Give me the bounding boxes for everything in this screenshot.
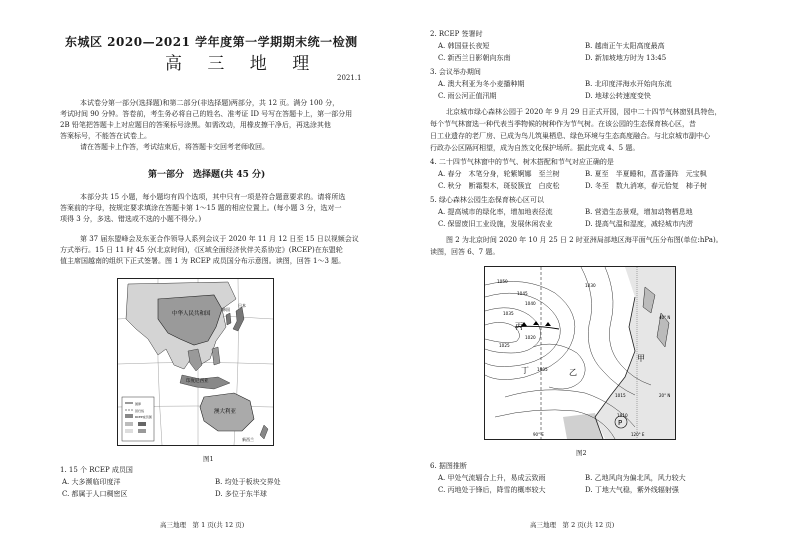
lat-20: 20° N [659, 393, 671, 398]
q1-stem: 1. 15 个 RCEP 成员国 [60, 466, 133, 474]
lon-120: 120° E [631, 432, 645, 437]
intro-line-4: 答案标号，不能答在试卷上。 [60, 132, 151, 140]
point-yi: 乙 [569, 368, 577, 377]
q2-option-b[interactable]: B. 越南正午太阳高度最高 [585, 42, 665, 50]
point-p: P [618, 419, 623, 427]
isobar-1035: 1035 [503, 311, 514, 316]
intro-line-3: 2B 铅笔把答题卡上对应题目的答案标号涂黑。如需改动，用橡皮擦干净后，再选涂其他 [60, 121, 331, 129]
pressure-map-svg [485, 267, 675, 439]
context2-line-1: 北京城市绿心森林公园于 2020 年 9 月 29 日正式开园，园中二十四节气林窗别具特色， [446, 108, 722, 116]
isobar-1050: 1050 [497, 279, 508, 284]
isobar-1045: 1045 [517, 291, 528, 296]
subject-title: 高 三 地 理 [165, 54, 320, 74]
q4-option-d[interactable]: D. 冬至 数九消寒，春元恰复 柿子树 [585, 182, 707, 190]
instr-line-2: 答案前的字母，按规定要求填涂在答题卡第 1～15 题的相应位置上。(每小题 3 分，选对一 [60, 204, 342, 212]
q5-option-a[interactable]: A. 提高城市的绿化率，增加地表径流 [438, 208, 553, 216]
pressure-map-figure [484, 266, 676, 440]
legend-tropic: 回归线 [135, 409, 145, 413]
q6-option-b[interactable]: B. 乙地风向为偏北风，风力较大 [585, 474, 686, 482]
label-china: 中华人民共和国 [172, 311, 211, 317]
isobar-1030: 1030 [585, 283, 596, 288]
q6-option-d[interactable]: D. 丁地大气稳，紫外线辐射强 [585, 486, 679, 494]
q1-option-c[interactable]: C. 都属于人口稠密区 [62, 490, 128, 498]
intro-line-2: 考试时间 90 分钟。答卷前，考生务必将自己的姓名、准考证 ID 号写在答题卡上，第一部分用 [60, 110, 353, 118]
context-line-2: 方式举行。15 日 11 时 45 分(北京时间)，《区域全面经济伙伴关系协定》(RCEP)在东盟轮 [60, 246, 343, 254]
rcep-map-figure [117, 278, 274, 446]
q3-option-d[interactable]: D. 地球公转速度变快 [585, 92, 651, 100]
q6-stem: 6. 据图推断 [430, 462, 467, 470]
q5-option-c[interactable]: C. 保留废旧工业设施，发展休闲农业 [438, 220, 553, 228]
legend-rcep: RCEP成员国 [135, 415, 152, 419]
exam-date: 2021.1 [337, 74, 362, 82]
right-page [400, 0, 794, 551]
intro-line-1: 本试卷分第一部分(选择题)和第二部分(非选择题)两部分，共 12 页。满分 100 分， [80, 99, 340, 107]
context2-line-2: 每个节气林窗选一种代表当季物候的树种作为节气树。在该公园的生态保育核心区，昔 [430, 120, 696, 128]
q2-stem: 2. RCEP 签署时 [430, 30, 483, 38]
page1-footer: 高三地理 第 1 页(共 12 页) [160, 521, 245, 529]
q6-option-a[interactable]: A. 甲处气流辐合上升，易成云致雨 [438, 474, 546, 482]
q1-option-d[interactable]: D. 多位于东半球 [215, 490, 267, 498]
label-korea: 韩国 [222, 307, 230, 312]
label-indonesia: 印度尼西亚 [186, 379, 209, 384]
q5-option-d[interactable]: D. 提高气温和湿度，减轻城市内涝 [585, 220, 693, 228]
q1-option-a[interactable]: A. 大多濒临印度洋 [62, 478, 121, 486]
isobar-1015: 1015 [615, 393, 626, 398]
context3-line-2: 读图，回答 6、7 题。 [430, 248, 500, 256]
legend-border: 国界 [135, 402, 142, 406]
isobar-1010: 1010 [617, 413, 628, 418]
isobar-1025: 1025 [499, 343, 510, 348]
lat-40: 40° N [659, 315, 671, 320]
q3-option-b[interactable]: B. 北印度洋海水开始向东流 [585, 80, 672, 88]
page2-footer: 高三地理 第 2 页(共 12 页) [530, 521, 615, 529]
context2-line-4: 行政办公区隔河相望，成为自然文化保护场所。据此完成 4、5 题。 [430, 144, 640, 152]
instr-line-3: 项得 3 分，多选、错选或不选的小题不得分。) [60, 215, 202, 223]
q4-stem: 4. 二十四节气林窗中的节气、树木搭配和节气对应正确的是 [430, 158, 614, 166]
context2-line-3: 日工业遗存的老厂房、已成为鸟儿筑巢栖息、绿色环境与生态高度融合。与北京城市副中心 [430, 132, 710, 140]
q4-option-b[interactable]: B. 夏至 半夏睡和，菖香蓬阵 元宝枫 [585, 170, 707, 178]
q2-option-c[interactable]: C. 新西兰日影朝向东南 [438, 54, 511, 62]
intro-line-5: 请在答题卡上作答，考试结束后，将答题卡交回考老师收回。 [80, 143, 269, 151]
q6-option-c[interactable]: C. 丙地处于锋后，降雪的概率较大 [438, 486, 546, 494]
figure1-caption: 图1 [203, 455, 214, 463]
point-bing: 丙 [515, 322, 523, 331]
q2-option-d[interactable]: D. 新加坡地方时为 13:45 [585, 54, 667, 62]
q3-option-a[interactable]: A. 澳大利亚为冬小麦播种期 [438, 80, 525, 88]
exam-title: 东城区 2020—2021 学年度第一学期期末统一检测 [65, 35, 358, 49]
q5-option-b[interactable]: B. 营造生态景观，增加动物栖息地 [585, 208, 693, 216]
isobar-1020: 1020 [525, 335, 536, 340]
section-heading: 第一部分 选择题(共 45 分) [148, 170, 266, 180]
figure2-caption: 图2 [576, 449, 587, 457]
q4-option-a[interactable]: A. 春分 木笔分身，轮紫婀娜 至兰树 [438, 170, 560, 178]
q5-stem: 5. 绿心森林公园生态保育核心区可以 [430, 196, 544, 204]
q2-option-a[interactable]: A. 韩国昼长夜短 [438, 42, 490, 50]
isobar-1040: 1040 [525, 301, 536, 306]
label-japan: 日本 [238, 303, 246, 308]
q3-option-c[interactable]: C. 雨公河正值汛期 [438, 92, 497, 100]
label-australia: 澳大利亚 [214, 409, 237, 415]
label-nz: 新西兰 [242, 437, 254, 442]
lon-90: 90° E [533, 432, 544, 437]
point-jia: 甲 [637, 354, 645, 363]
instr-line-1: 本部分共 15 小题，每小题均有四个选项，其中只有一项是符合题意要求的。请将所选 [80, 193, 346, 201]
context-line-3: 值主席国越南的组织下正式签署。图 1 为 RCEP 成员国分布示意图。读图，回答 1～3 题。 [60, 257, 346, 265]
isobar-1005: 1005 [537, 367, 548, 372]
context3-line-1: 图 2 为北京时间 2020 年 10 月 25 日 2 时亚洲局部地区海平面气压分布图(单位:hPa)。 [446, 236, 723, 244]
context-line-1: 第 37 届东盟峰会及东亚合作领导人系列会议于 2020 年 11 月 12 日至 15 日以视频会议 [80, 235, 359, 243]
q1-option-b[interactable]: B. 均处于板块交界处 [215, 478, 281, 486]
rcep-map-svg [118, 279, 273, 445]
point-ding: 丁 [521, 366, 529, 375]
q4-option-c[interactable]: C. 秋分 断霜梨木，斑驳簇宜 白皮松 [438, 182, 560, 190]
q3-stem: 3. 会议举办期间 [430, 68, 481, 76]
